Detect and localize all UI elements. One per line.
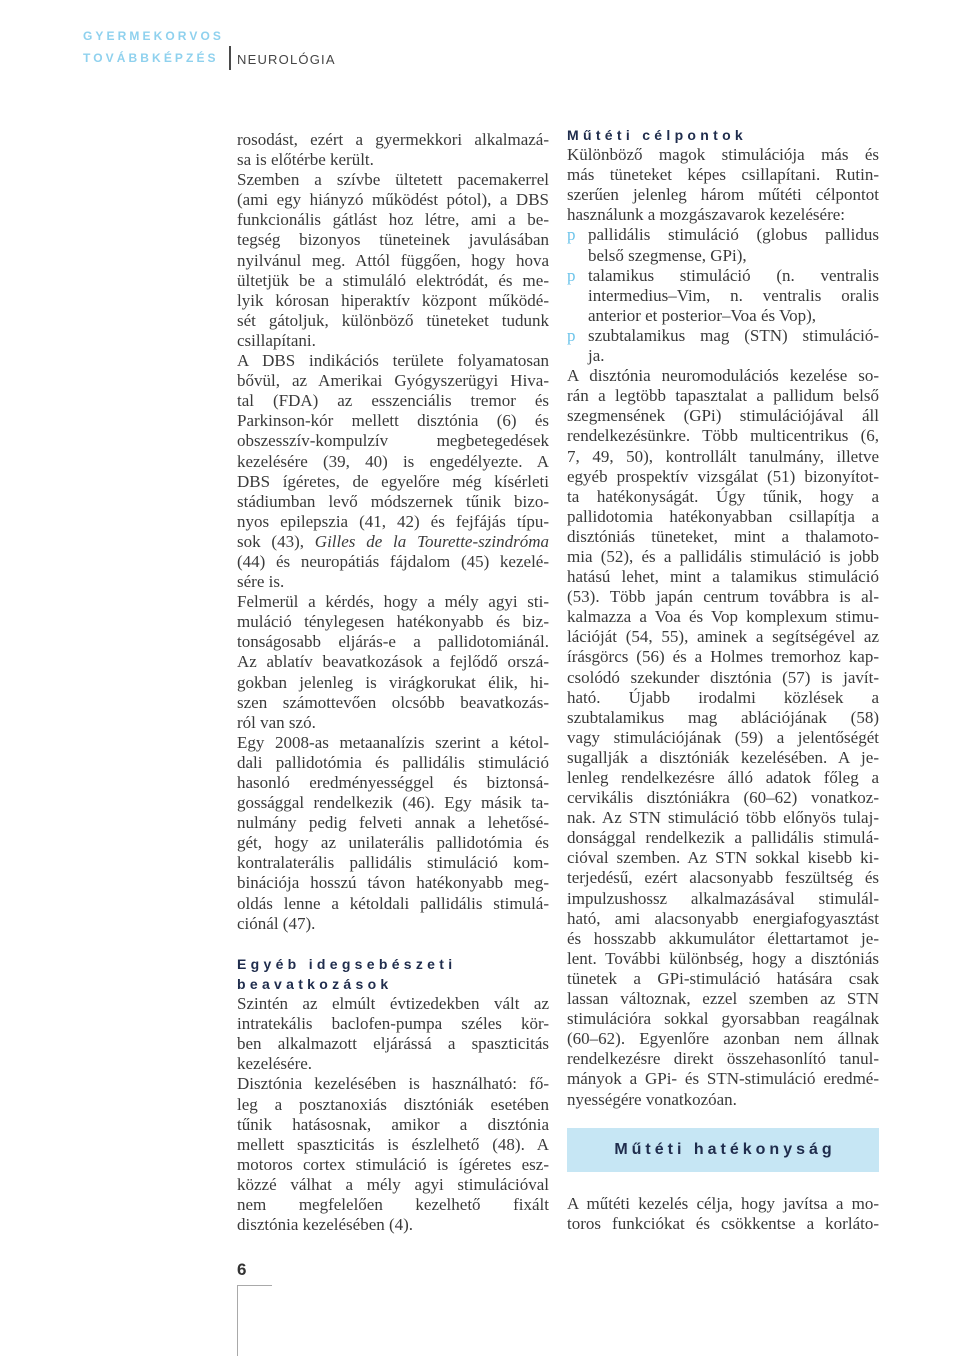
text-line: Műtéti célpontok [567, 127, 748, 143]
text-line: Disztónia kezelésében is használható: fő- [237, 1074, 549, 1094]
text-line: (53). Több japán centrum továbbra is al- [567, 587, 879, 607]
text-line: vagy stimulációjának (59) a jelentőségét [567, 727, 879, 747]
bullet-item [567, 266, 879, 326]
text-line: lassan változnak, ezzel szemben az STN [567, 989, 879, 1009]
header-divider [229, 46, 231, 70]
journal-title-line-2: TOVÁBBKÉPZÉS [83, 51, 219, 65]
text-line: közzé válhat a mély agyi stimulációval [237, 1174, 549, 1194]
text-line: 7, 49, 50), kontrollált tanulmány, illetve [567, 446, 879, 466]
text-line: impulzushossz alkalmazásával stimulál- [567, 888, 879, 908]
paragraph [237, 592, 549, 733]
text-line: pallidális stimuláció (globus pallidus [588, 225, 879, 245]
section-heading [567, 125, 879, 145]
text-line: más tüneteket képes csillapítani. Rutin- [567, 165, 879, 185]
text-line: lyik kórosan hiperaktív központ működé- [237, 290, 549, 310]
paragraph [237, 351, 549, 592]
paragraph [237, 170, 549, 351]
text-line: sa is előtérbe került. [237, 150, 374, 170]
text-line: funkcionális gátlást hoz létre, ami a be- [237, 210, 549, 230]
text-line: kezelésére. [237, 1054, 313, 1074]
text-line: mia (52), és a pallidális stimuláció is jobb [567, 546, 879, 566]
text-line: ta hatékonyságát. Úgy tűnik, hogy a [567, 486, 879, 506]
text-line: binációja hosszú távon hatékonyabb meg- [237, 873, 549, 893]
text-line: kezelésére (39, 40) is engedélyezte. A [237, 451, 549, 471]
text-line: tünetek a GPi-stimuláció hatására csak [567, 968, 879, 988]
text-line: (ami egy hiányzó működést pótol), a DBS [237, 190, 549, 210]
text-line: belső szegmense, GPi), [588, 245, 747, 265]
text-line: kontralaterális pallidális stimuláció kom- [237, 853, 549, 873]
text-line: nyességére vonatkozóan. [567, 1089, 737, 1109]
text-line: rendelkezésünkre. Több multicentrikus (6, [567, 426, 879, 446]
text-line: A műtéti kezelés célja, hogy javítsa a mo- [567, 1193, 879, 1213]
text-line: intermedius–Vim, n. ventralis oralis [588, 285, 879, 305]
text-line: tegség bizonyos tüneteinek javulásában [237, 230, 549, 250]
text-line: (60–62). Egyenlőre azonban nem állnak [567, 1029, 879, 1049]
italic-text: Gilles de la Tourette-szindróma [314, 531, 549, 551]
text-line: használunk a mozgászavarok kezelésére: [567, 205, 845, 225]
bullet-item [567, 225, 879, 265]
paragraph [237, 1074, 549, 1235]
text-line: szerűen jelenleg három műtéti célpontot [567, 185, 879, 205]
text-line: gét, hogy az unilaterális pallidotómia és [237, 833, 549, 853]
text-line: ja. [588, 346, 605, 366]
text-line: csolódó szekunder disztónia (57) is javít- [567, 667, 879, 687]
text-line: bővül, az Amerikai Gyógyszerügyi Hiva- [237, 371, 549, 391]
bullet-item [567, 326, 879, 366]
corner-rule [237, 1285, 272, 1356]
text-line: Szemben a szívbe ültetett pacemakerrel [237, 170, 549, 190]
text-line: és hosszabb akkumulátor élettartamot je- [567, 928, 879, 948]
text-line: sére is. [237, 572, 285, 592]
section-heading [237, 954, 549, 994]
text-run: sok (43), [237, 531, 315, 551]
text-line: pallidotomia hatékonyabban csillapítja a [567, 506, 879, 526]
text-line: talamikus stimuláció (n. ventralis [588, 265, 879, 285]
text-line [237, 532, 549, 552]
text-line: leg a posztanoxiás disztóniák esetében [237, 1094, 549, 1114]
box-heading-text: Műtéti hatékonyság [614, 1140, 836, 1158]
text-line: donsággal rendelkezik a pallidális stimulá- [567, 828, 879, 848]
journal-title-line-1: GYERMEKORVOS [83, 29, 224, 43]
text-line: DBS ígéretes, de egyelőre még kísérleti [237, 471, 549, 491]
text-line: kalmazza a Voa és Vop komplexum stimu- [567, 607, 879, 627]
text-line: Egy 2008-as metaanalízis szerint a kétol- [237, 732, 549, 752]
text-line: lációját (54, 55), aminek a segítségével az [567, 627, 879, 647]
text-line: cervikális disztóniákra (60–62) vonatkoz- [567, 788, 879, 808]
paragraph [237, 733, 549, 934]
text-line: A disztónia neuromodulációs kezelése so- [567, 366, 879, 386]
text-line: szen számottevően olcsóbb beavatkozás- [237, 692, 549, 712]
bullet-marker: p [567, 325, 576, 345]
text-line: cióval szemben. Az STN sokkal kisebb ki- [567, 848, 879, 868]
text-line: nem megfelelően kezelhető fixált [237, 1194, 549, 1214]
text-line: szegmensének (GPi) stimulációjával áll [567, 406, 879, 426]
text-line: szubtalamikus mag ablációjának (58) [567, 707, 879, 727]
text-line: gokban jelenleg is virágkorukat élik, hi- [237, 672, 549, 692]
text-line: tűnik hatásosnak, amikor a disztónia [237, 1114, 549, 1134]
text-line: Az ablatív beavatkozások a fejlődő orszá- [237, 652, 549, 672]
text-line: nak. Az STN stimuláció több előnyös tulaj- [567, 808, 879, 828]
paragraph [567, 366, 879, 1109]
text-line: beavatkozások [237, 975, 393, 992]
text-line: nyilvánul meg. Attól függően, hogy hova [237, 250, 549, 270]
text-line: ható. Újabb irodalmi közlések a [567, 687, 879, 707]
text-line: obszesszív-kompulzív megbetegedések [237, 431, 549, 451]
paragraph [567, 1194, 879, 1234]
text-line: mányok a GPi- és STN-stimuláció eredmé- [567, 1069, 879, 1089]
right-column [567, 125, 879, 1234]
text-line: lent. További különbség, hogy a disztóniás [567, 948, 879, 968]
text-line: rendelkezésre direkt összehasonlító tanul- [567, 1049, 879, 1069]
highlight-heading-box [567, 1128, 879, 1172]
text-line: tonságosabb eljárás-e a pallidotomiánál. [237, 632, 549, 652]
text-line: nyos epilepszia (41, 42) és fejfájás típu- [237, 511, 549, 531]
text-line: motoros cortex stimuláció is ígéretes esz- [237, 1154, 549, 1174]
text-line: Felmerül a kérdés, hogy a mély agyi sti- [237, 592, 549, 612]
text-line: disztóniás tüneteket, mint a thalamoto- [567, 526, 879, 546]
text-line: gossággal rendelkezik (46). Egy másik ta- [237, 793, 549, 813]
text-line: rán a legtöbb tapasztalat a pallidum belső [567, 386, 879, 406]
text-line: ültetjük be a stimuláló elektródát, és me- [237, 270, 549, 290]
text-line: oldás lenne a kétoldali pallidális stimulá- [237, 893, 549, 913]
text-line: anterior et posterior–Voa és Vop), [588, 305, 817, 325]
text-line: csillapítani. [237, 330, 316, 350]
text-line: (44) és neuropátiás fájdalom (45) kezelé- [237, 551, 549, 571]
text-line: Parkinson-kór mellett disztónia (6) és [237, 411, 549, 431]
text-line: stimulációra sokkal gyorsabban reagálnak [567, 1009, 879, 1029]
text-line: sugallják a disztóniák kezelésében. A je- [567, 747, 879, 767]
text-line: terjedésű, ezért alacsonyabb feszültség és [567, 868, 879, 888]
text-line: disztónia kezelésében (4). [237, 1215, 414, 1235]
text-line: muláció ténylegesen hatékonyabb és biz- [237, 612, 549, 632]
bullet-list [567, 225, 879, 366]
page-number: 6 [237, 1260, 247, 1279]
bullet-marker: p [567, 225, 576, 245]
text-line: lenleg rendelkezésre álló adatok főleg a [567, 768, 879, 787]
text-line: toros funkciókat és csökkentse a korláto- [567, 1213, 879, 1233]
text-line: írásgörcs (56) és a Holmes tremorhoz kap- [567, 647, 879, 667]
text-line: nulmány pedig felveti annak a lehetősé- [237, 813, 549, 833]
text-line: tal (FDA) az esszenciális tremor és [237, 391, 549, 411]
paragraph [567, 145, 879, 225]
text-line: hasonló eredményességgel és biztonsá- [237, 773, 549, 792]
text-line: mellett spaszticitás is észlelhető (48). A [237, 1134, 549, 1154]
text-line: ható, ami alacsonyabb energiafogyasztást [567, 908, 879, 928]
text-line: egyéb prospektív vizsgálat (51) bizonyítot- [567, 466, 879, 486]
text-line: A DBS indikációs területe folyamatosan [237, 351, 549, 371]
bullet-marker: p [567, 265, 576, 285]
left-column [237, 130, 549, 1235]
text-line: ról van szó. [237, 712, 316, 732]
text-line: intratekális baclofen-pumpa széles kör- [237, 1014, 549, 1034]
text-line: dali pallidotómia és pallidális stimuláció [237, 752, 549, 772]
paragraph [237, 994, 549, 1074]
paragraph [237, 130, 549, 170]
text-line: sét gátoljuk, különböző tüneteket tudunk [237, 310, 549, 330]
text-line: Szintén az elmúlt évtizedekben vált az [237, 994, 549, 1014]
text-line: szubtalamikus mag (STN) stimuláció- [588, 325, 879, 345]
text-line: hatású lehet, mint a talamikus stimuláció [567, 567, 879, 587]
text-line: stádiumban levő módszernek tűnik bizo- [237, 491, 549, 511]
text-line: rosodást, ezért a gyermekkori alkalmazá- [237, 130, 549, 149]
text-line: Egyéb idegsebészeti [237, 955, 457, 972]
text-line: Különböző magok stimulációja más és [567, 145, 879, 165]
text-line: ciónál (47). [237, 913, 316, 933]
section-label: NEUROLÓGIA [237, 52, 336, 67]
text-line: ben alkalmazott eljárássá a spaszticitás [237, 1034, 549, 1054]
